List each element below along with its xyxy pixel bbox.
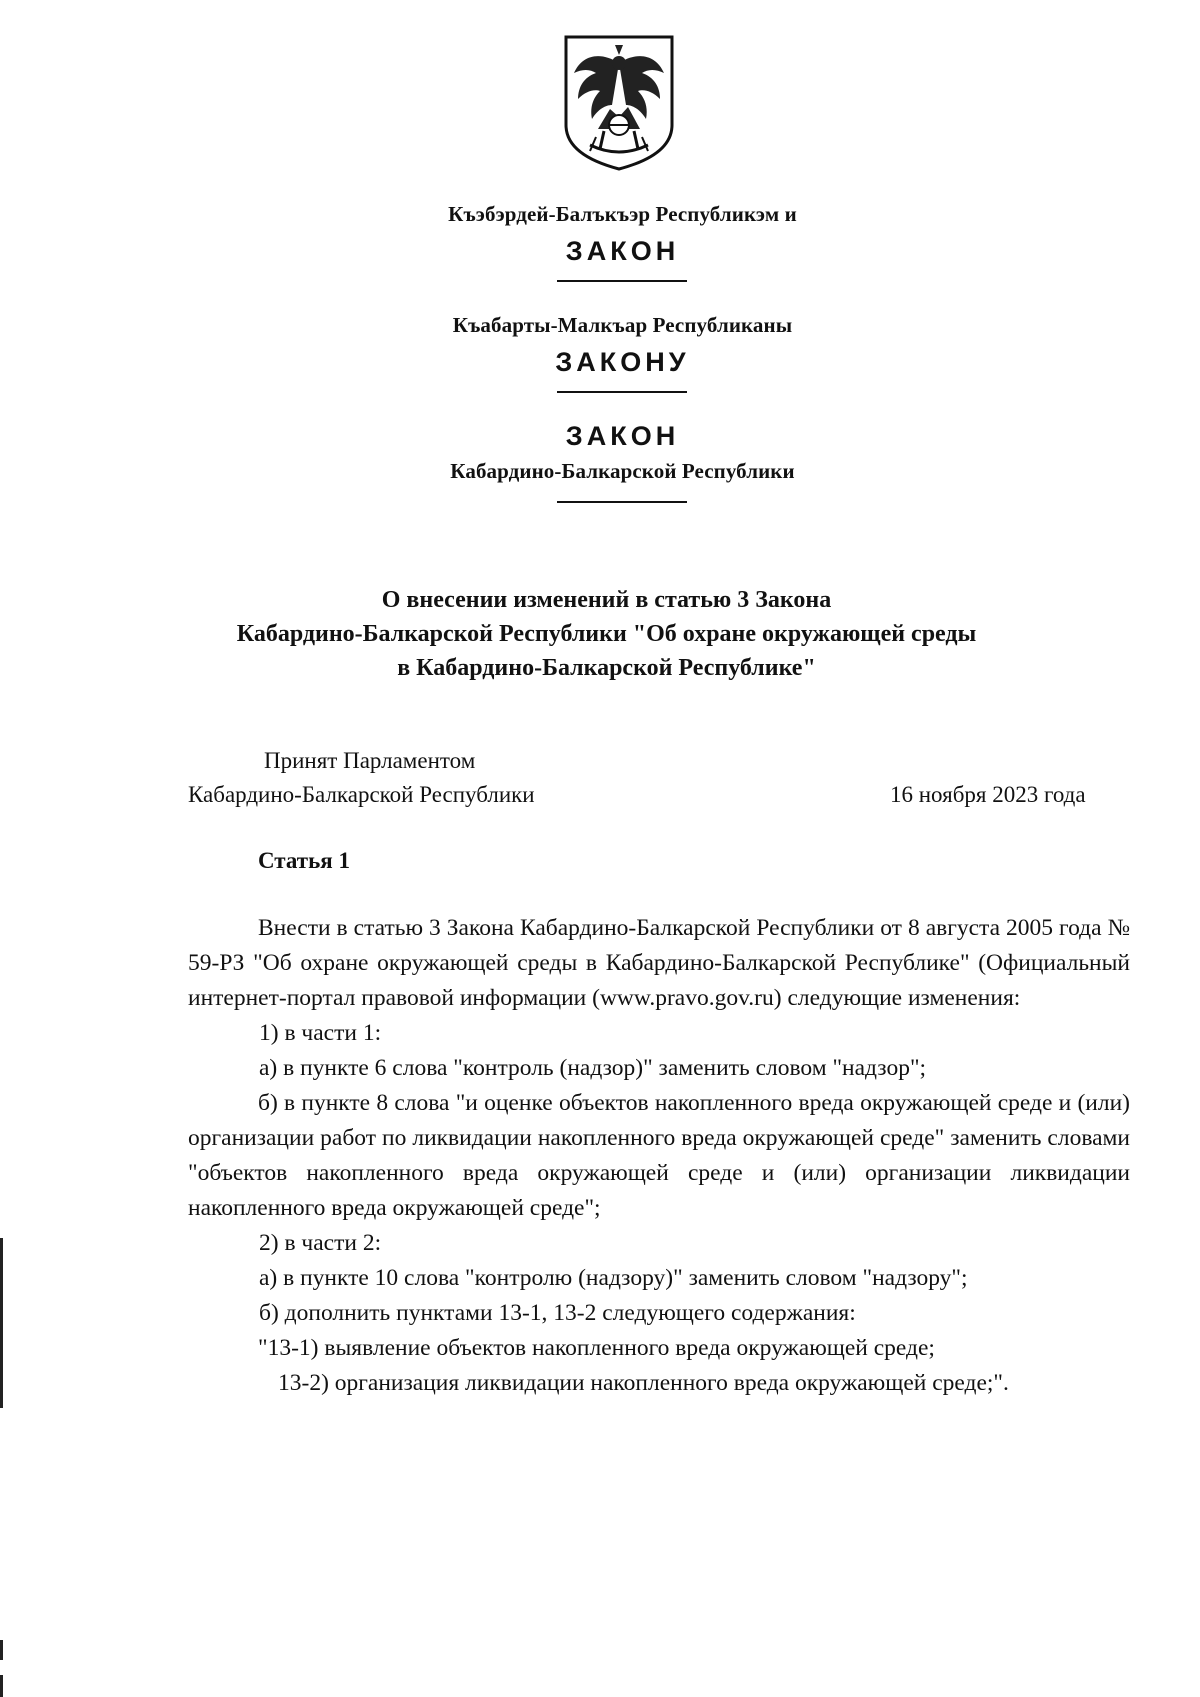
title-line: Кабардино-Балкарской Республики "Об охране окружающей среды xyxy=(236,621,977,647)
quoted-item: "13-1) выявление объектов накопленного вреда окружающей среде; xyxy=(258,1335,935,1361)
scan-artifact xyxy=(0,1675,3,1697)
scan-artifact xyxy=(0,1238,3,1408)
list-item: б) в пункте 8 слова "и оценке объектов накопленного вреда окружающей среде и (или) организации работ по ликвидации накопленного вреда окружающей среде" заменить словами "объектов накопленного вреда окружающей среде и (или) организации ликвидации накопленного вреда окружающей среде"; xyxy=(188,1090,1130,1221)
russian-law-heading: ЗАКОН xyxy=(565,421,680,451)
balkar-law-heading: ЗАКОНУ xyxy=(555,347,690,377)
article-heading: Статья 1 xyxy=(258,848,350,873)
kabardian-law-heading: ЗАКОН xyxy=(565,236,680,266)
quoted-item: 13-2) организация ликвидации накопленного вреда окружающей среде;". xyxy=(278,1370,1009,1396)
divider xyxy=(557,391,687,393)
divider xyxy=(557,501,687,503)
list-item: б) дополнить пунктами 13-1, 13-2 следующего содержания: xyxy=(259,1300,856,1326)
scan-artifact xyxy=(0,1640,3,1660)
adopted-by-label: Принят Парламентом xyxy=(264,748,476,773)
list-item: а) в пункте 6 слова "контроль (надзор)" заменить словом "надзор"; xyxy=(259,1055,927,1081)
russian-republic-label: Кабардино-Балкарской Республики xyxy=(450,459,795,483)
adoption-date: 16 ноября 2023 года xyxy=(890,782,1086,807)
list-item: 1) в части 1: xyxy=(259,1020,382,1046)
divider xyxy=(557,280,687,282)
adopted-by-republic: Кабардино-Балкарской Республики xyxy=(188,782,535,807)
list-item: а) в пункте 10 слова "контролю (надзору)" заменить словом "надзору"; xyxy=(259,1265,968,1291)
title-line: в Кабардино-Балкарской Республике" xyxy=(397,655,816,681)
balkar-republic-label: Къабарты-Малкъар Республиканы xyxy=(452,313,793,337)
coat-of-arms-icon xyxy=(560,33,678,171)
article-intro: Внести в статью 3 Закона Кабардино-Балкарской Республики от 8 августа 2005 года № 59-РЗ "Об охране окружающей среды в Кабардино-Балкарской Республике" (Официальный интернет-портал правовой информации (www.pravo.gov.ru) следующие изменения: xyxy=(188,915,1130,1011)
list-item: 2) в части 2: xyxy=(259,1230,382,1256)
article-body xyxy=(188,911,1130,1401)
kabardian-republic-label: Къэбэрдей-Балъкъэр Республикэм и xyxy=(448,202,797,226)
title-line: О внесении изменений в статью 3 Закона xyxy=(381,587,832,613)
document-title xyxy=(0,583,1200,685)
